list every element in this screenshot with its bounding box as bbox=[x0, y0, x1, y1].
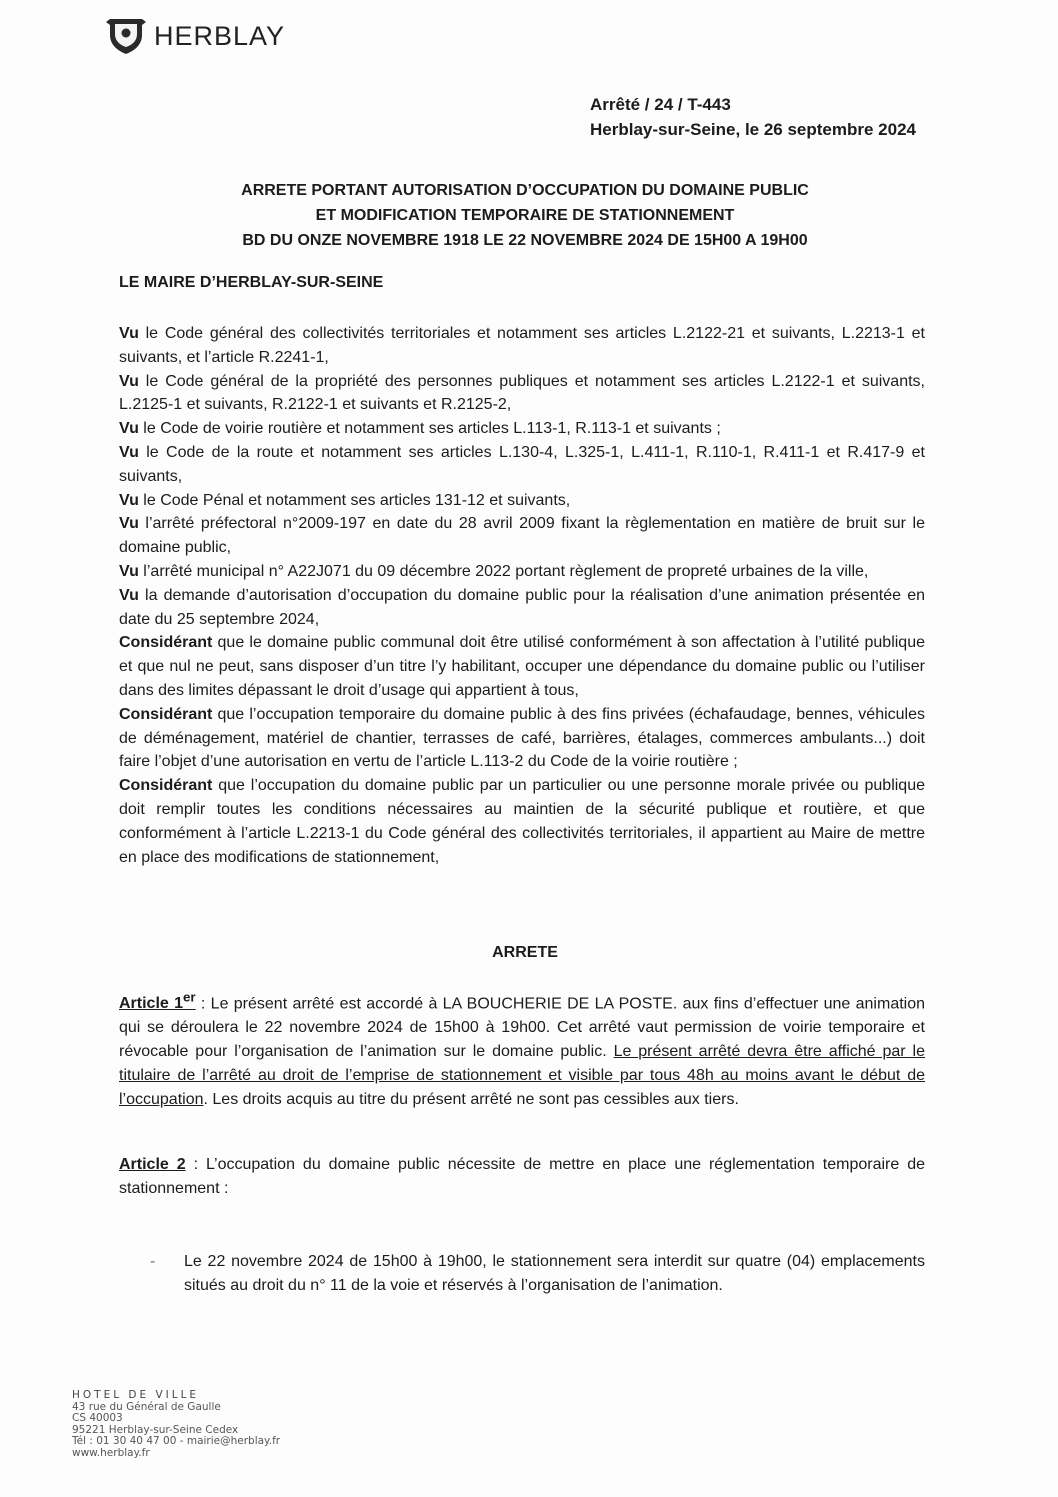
considerant-paragraph: Vu le Code général des collectivités territoriales et notamment ses articles L.2122-21 et suivants, L.2213-1 et suivants, et l’article R.2241-1, bbox=[119, 325, 925, 366]
address-line: HOTEL DE VILLE bbox=[72, 1389, 200, 1401]
decision-heading: ARRETE bbox=[492, 944, 558, 961]
considerant-paragraph: Considérant que l’occupation du domaine public par un particulier ou une personne morale privée ou publique doit remplir toutes les conditions nécessaires au maintien de la sécurité publique et routière, et que conformément à l’article L.2213-1 du Code général des collectivités territoriales, il appartient au Maire de mettre en place des modifications de stationnement, bbox=[119, 777, 925, 866]
issuing-authority: LE MAIRE D’HERBLAY-SUR-SEINE bbox=[119, 274, 384, 291]
address-line: 43 rue du Général de Gaulle bbox=[72, 1400, 221, 1413]
logo-text: HERBLAY bbox=[154, 20, 286, 51]
considerant-paragraph: Vu la demande d’autorisation d’occupation du domaine public pour la réalisation d’une animation présentée en date du 25 septembre 2024, bbox=[119, 586, 925, 628]
bullet-marker: - bbox=[150, 1253, 156, 1270]
coat-of-arms-icon bbox=[104, 16, 148, 56]
considerant-paragraph: Vu le Code Pénal et notamment ses articles 131-12 et suivants, bbox=[119, 491, 571, 509]
parking-rule-item bbox=[150, 1250, 925, 1298]
title-line: ET MODIFICATION TEMPORAIRE DE STATIONNEMENT bbox=[315, 207, 735, 224]
parking-rule-text: Le 22 novembre 2024 de 15h00 à 19h00, le stationnement sera interdit sur quatre (04) emplacements situés au droit du n° 11 de la voie et réservés à l’organisation de l’animation. bbox=[184, 1253, 925, 1294]
considerant-paragraph: Vu l’arrêté préfectoral n°2009-197 en date du 28 avril 2009 fixant la règlementation en matière de bruit sur le domaine public, bbox=[119, 515, 925, 557]
decree-title bbox=[120, 178, 930, 253]
considerant-paragraph: Vu le Code général de la propriété des personnes publiques et notamment ses articles L.2122-1 et suivants, L.2125-1 et suivants, R.2122-1 et suivants et R.2125-2, bbox=[119, 372, 925, 414]
considerants bbox=[119, 322, 925, 869]
title-line: ARRETE PORTANT AUTORISATION D’OCCUPATION DU DOMAINE PUBLIC bbox=[241, 182, 809, 199]
address-line: CS 40003 bbox=[72, 1412, 123, 1425]
considerant-paragraph: Considérant que le domaine public communal doit être utilisé conformément à son affectation à l’utilité publique et que nul ne peut, sans disposer d’un titre l’y habilitant, occuper une dépendance du domaine public ou l’utiliser dans des limites dépassant le droit d’usage qui appartient à tous, bbox=[119, 634, 925, 699]
address-line: www.herblay.fr bbox=[72, 1446, 150, 1459]
article-2-label: Article 2 bbox=[119, 1156, 186, 1173]
considerant-paragraph: Vu le Code de la route et notamment ses articles L.130-4, L.325-1, L.411-1, R.110-1, R.411-1 et R.417-9 et suivants, bbox=[119, 443, 925, 485]
article-1: Article 1er : Le présent arrêté est accordé à LA BOUCHERIE DE LA POSTE. aux fins d’effectuer une animation qui se déroulera le 22 novembre 2024 de 15h00 à 19h00. Cet arrêté vaut permission de voirie temporaire et révocable pour l’organisation de l’animation sur le domaine public. Le présent arrêté devra être affiché par le titulaire de l’arrêté au droit de l’emprise de stationnement et visible par tous 48h au moins avant le début de l’occupation. Les droits acquis au titre du présent arrêté ne sont pas cessibles aux tiers. bbox=[119, 990, 926, 1108]
decree-number: Arrêté / 24 / T-443 bbox=[590, 95, 731, 114]
decree-reference bbox=[590, 92, 916, 142]
address-line: Tél : 01 30 40 47 00 - mairie@herblay.fr bbox=[72, 1435, 281, 1448]
considerant-paragraph: Considérant que l’occupation temporaire du domaine public à des fins privées (échafaudage, bennes, véhicules de déménagement, matériel de chantier, terrasses de café, barrières, étalages, commerces ambulants...) doit faire l’objet d’une autorisation en vertu de l’article L.113-2 du Code de la voirie routière ; bbox=[119, 705, 925, 771]
decree-place-date: Herblay-sur-Seine, le 26 septembre 2024 bbox=[590, 120, 916, 139]
considerant-paragraph: Vu l’arrêté municipal n° A22J071 du 09 décembre 2022 portant règlement de propreté urbaines de la ville, bbox=[119, 562, 869, 580]
city-logo bbox=[104, 16, 285, 56]
address-line: 95221 Herblay-sur-Seine Cedex bbox=[72, 1423, 239, 1436]
article-1-label: Article 1er bbox=[119, 990, 196, 1013]
title-line: BD DU ONZE NOVEMBRE 1918 LE 22 NOVEMBRE 2024 DE 15H00 A 19H00 bbox=[242, 232, 808, 249]
town-hall-address bbox=[72, 1390, 280, 1460]
considerant-paragraph: Vu le Code de voirie routière et notamment ses articles L.113-1, R.113-1 et suivants ; bbox=[119, 420, 721, 438]
article-2: Article 2 : L’occupation du domaine public nécessite de mettre en place une réglementation temporaire de stationnement : bbox=[119, 1156, 925, 1197]
display-requirement: Le présent arrêté devra être affiché par le titulaire de l’arrêté au droit de l’emprise de stationnement et visible par tous 48h au moins avant le début de l’occupation bbox=[119, 1042, 925, 1108]
